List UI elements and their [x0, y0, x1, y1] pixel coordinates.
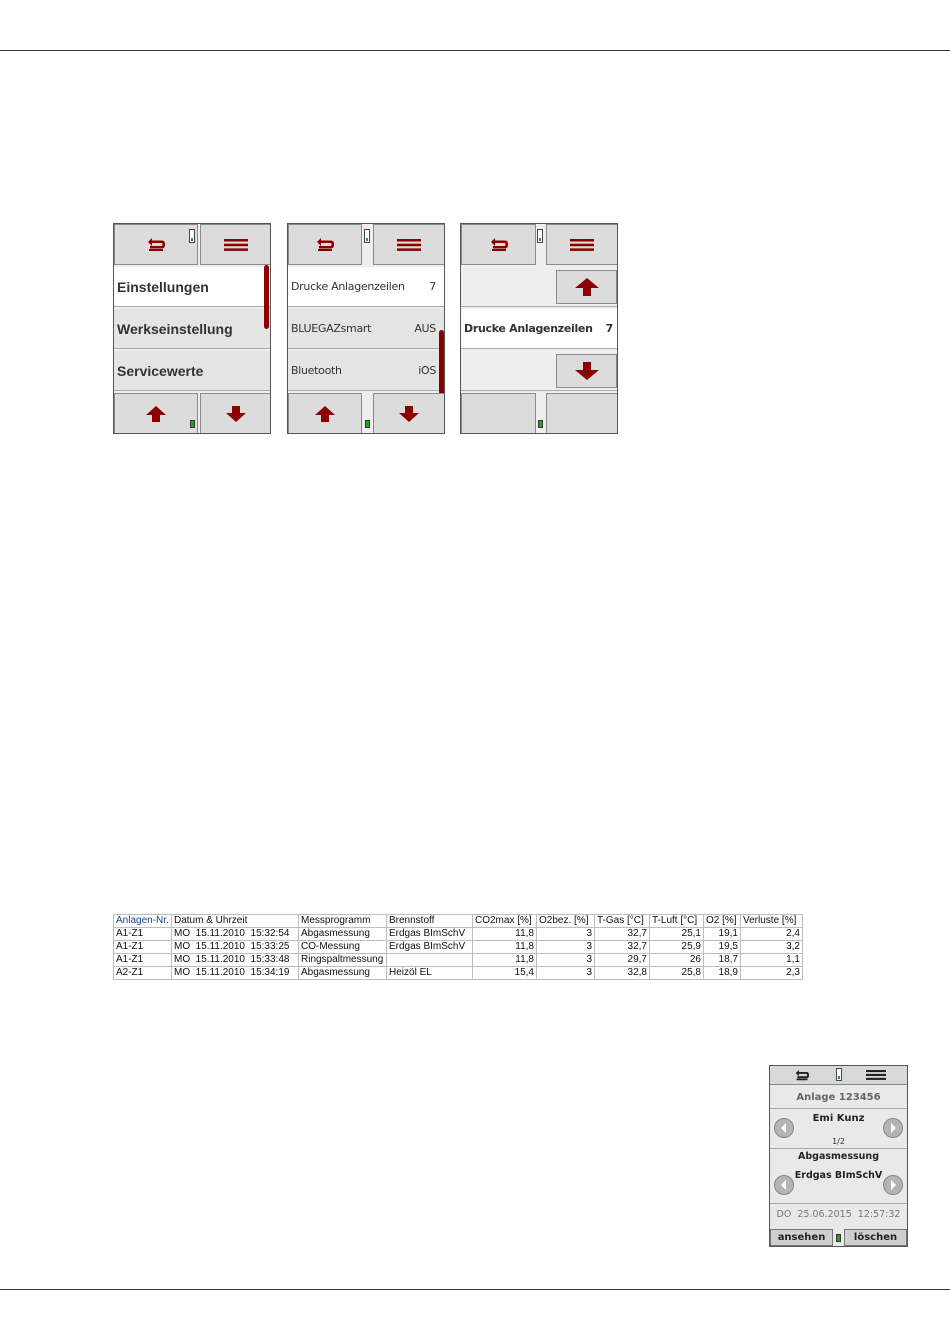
top-bar — [770, 1066, 907, 1085]
battery-icon — [537, 229, 543, 243]
top-rule — [0, 50, 950, 51]
status-indicator — [836, 1234, 841, 1242]
table-cell: MO 15.11.2010 15:33:25 — [172, 941, 299, 954]
status-indicator — [190, 420, 195, 428]
device-screen-edit-value — [460, 223, 618, 434]
measurement-table — [113, 914, 803, 980]
fuel-name: Erdgas BImSchV — [794, 1170, 883, 1181]
table-cell: 11,8 — [473, 941, 537, 954]
arrow-down-icon — [226, 406, 246, 422]
table-cell: 3 — [537, 954, 595, 967]
table-cell: 26 — [650, 954, 704, 967]
back-button[interactable] — [114, 224, 198, 265]
table-cell: 32,7 — [595, 941, 650, 954]
column-header: T-Luft [°C] — [650, 915, 704, 928]
table-cell: 11,8 — [473, 928, 537, 941]
scrollbar[interactable] — [439, 330, 444, 396]
setting-label: Bluetooth — [291, 364, 342, 377]
device-screen-settings — [287, 223, 445, 434]
table-cell: 3 — [537, 967, 595, 980]
column-header: O2bez. [%] — [537, 915, 595, 928]
column-header: Anlagen-Nr. — [114, 915, 172, 928]
record-datetime: DO 25.06.2015 12:57:32 — [776, 1209, 901, 1220]
table-cell: Erdgas BImSchV — [387, 941, 473, 954]
setting-bluegazsmart[interactable] — [288, 309, 444, 349]
arrow-up-icon — [575, 278, 599, 296]
table-cell: 18,9 — [704, 967, 741, 980]
table-cell: A2-Z1 — [114, 967, 172, 980]
setting-drucke-anlagenzeilen[interactable] — [288, 267, 444, 307]
prev-program-button[interactable] — [774, 1175, 794, 1195]
arrow-up-icon — [146, 406, 166, 422]
setting-value: 7 — [429, 280, 436, 293]
device-screen-record — [769, 1065, 908, 1247]
column-header: CO2max [%] — [473, 915, 537, 928]
menu-item-label: Servicewerte — [117, 362, 204, 379]
view-button[interactable]: ansehen — [770, 1229, 833, 1246]
menu-icon — [866, 1070, 886, 1080]
column-header: Messprogramm — [299, 915, 387, 928]
back-arrow-icon — [794, 1070, 810, 1081]
table-cell: 3,2 — [741, 941, 803, 954]
table-cell: 2,3 — [741, 967, 803, 980]
chevron-right-icon — [884, 1176, 902, 1194]
column-header: Brennstoff — [387, 915, 473, 928]
table-cell: 25,9 — [650, 941, 704, 954]
table-cell: 11,8 — [473, 954, 537, 967]
status-indicator — [538, 420, 543, 428]
status-indicator — [365, 420, 370, 428]
arrow-down-icon — [575, 362, 599, 380]
table-cell: 29,7 — [595, 954, 650, 967]
table-cell: 25,8 — [650, 967, 704, 980]
back-button[interactable] — [288, 224, 362, 265]
back-arrow-icon — [489, 238, 509, 252]
battery-icon — [364, 229, 370, 243]
setting-bluetooth[interactable] — [288, 351, 444, 391]
divider — [770, 1148, 907, 1149]
back-button[interactable] — [770, 1066, 834, 1084]
bottom-rule — [0, 1289, 950, 1290]
next-program-button[interactable] — [883, 1175, 903, 1195]
column-header: T-Gas [°C] — [595, 915, 650, 928]
scroll-up-button[interactable] — [288, 393, 362, 434]
table-cell: Abgasmessung — [299, 967, 387, 980]
delete-button[interactable]: löschen — [844, 1229, 907, 1246]
menu-item-servicewerte[interactable] — [114, 351, 270, 391]
table-cell: Abgasmessung — [299, 928, 387, 941]
chevron-right-icon — [884, 1119, 902, 1137]
table-cell: 3 — [537, 928, 595, 941]
table-cell — [387, 954, 473, 967]
menu-item-label: Einstellungen — [117, 278, 209, 295]
device-screen-menu — [113, 223, 271, 434]
battery-icon — [189, 229, 195, 243]
program-name: Abgasmessung — [798, 1151, 879, 1162]
table-cell: 32,8 — [595, 967, 650, 980]
setting-value: 7 — [605, 322, 613, 335]
increment-row — [461, 267, 617, 307]
menu-icon — [224, 239, 248, 251]
bottom-left-blank-button[interactable] — [461, 393, 536, 434]
table-cell: Erdgas BImSchV — [387, 928, 473, 941]
menu-button[interactable] — [373, 224, 445, 265]
decrement-button[interactable] — [556, 354, 617, 388]
table-cell: 15,4 — [473, 967, 537, 980]
setting-label: BLUEGAZsmart — [291, 322, 372, 335]
edit-value-row[interactable] — [461, 309, 617, 349]
page-indicator: 1/2 — [832, 1137, 845, 1146]
battery-icon — [836, 1068, 842, 1081]
table-cell: Ringspaltmessung — [299, 954, 387, 967]
next-customer-button[interactable] — [883, 1118, 903, 1138]
table-row — [114, 954, 803, 967]
menu-icon — [570, 239, 594, 251]
customer-name: Emi Kunz — [812, 1113, 865, 1124]
scroll-down-button[interactable] — [373, 393, 445, 434]
column-header: Datum & Uhrzeit — [172, 915, 299, 928]
table-cell: A1-Z1 — [114, 941, 172, 954]
table-cell: MO 15.11.2010 15:32:54 — [172, 928, 299, 941]
table-cell: Heizöl EL — [387, 967, 473, 980]
table-cell: MO 15.11.2010 15:33:48 — [172, 954, 299, 967]
menu-item-label: Werkseinstellung — [117, 320, 233, 337]
table-cell: 19,5 — [704, 941, 741, 954]
column-header: O2 [%] — [704, 915, 741, 928]
bottom-right-blank-button[interactable] — [546, 393, 618, 434]
table-cell: A1-Z1 — [114, 954, 172, 967]
table-cell: 25,1 — [650, 928, 704, 941]
setting-value: iOS — [418, 364, 436, 377]
column-header: Verluste [%] — [741, 915, 803, 928]
table-cell: 3 — [537, 941, 595, 954]
setting-label: Drucke Anlagenzeilen — [291, 280, 405, 293]
setting-label: Drucke Anlagenzeilen — [464, 322, 593, 335]
table-cell: CO-Messung — [299, 941, 387, 954]
setting-value: AUS — [414, 322, 436, 335]
menu-item-werkseinstellung[interactable] — [114, 309, 270, 349]
record-title: Anlage 123456 — [796, 1092, 881, 1103]
table-cell: A1-Z1 — [114, 928, 172, 941]
back-arrow-icon — [315, 238, 335, 252]
table-row — [114, 967, 803, 980]
menu-item-einstellungen[interactable] — [114, 267, 270, 307]
table-cell: MO 15.11.2010 15:34:19 — [172, 967, 299, 980]
table-row — [114, 928, 803, 941]
back-button[interactable] — [461, 224, 536, 265]
increment-button[interactable] — [556, 270, 617, 304]
table-cell: 18,7 — [704, 954, 741, 967]
decrement-row — [461, 351, 617, 391]
menu-button[interactable] — [200, 224, 271, 265]
divider — [770, 1108, 907, 1109]
menu-icon — [397, 239, 421, 251]
table-cell: 2,4 — [741, 928, 803, 941]
back-arrow-icon — [146, 238, 166, 252]
arrow-up-icon — [315, 406, 335, 422]
divider — [770, 1203, 907, 1204]
menu-button[interactable] — [546, 224, 618, 265]
chevron-left-icon — [775, 1176, 793, 1194]
scrollbar[interactable] — [264, 265, 269, 329]
arrow-down-icon — [399, 406, 419, 422]
table-header-row — [114, 915, 803, 928]
scroll-down-button[interactable] — [200, 393, 271, 434]
table-row — [114, 941, 803, 954]
table-cell: 32,7 — [595, 928, 650, 941]
table-cell: 19,1 — [704, 928, 741, 941]
scroll-up-button[interactable] — [114, 393, 198, 434]
menu-button[interactable] — [845, 1066, 907, 1084]
table-cell: 1,1 — [741, 954, 803, 967]
